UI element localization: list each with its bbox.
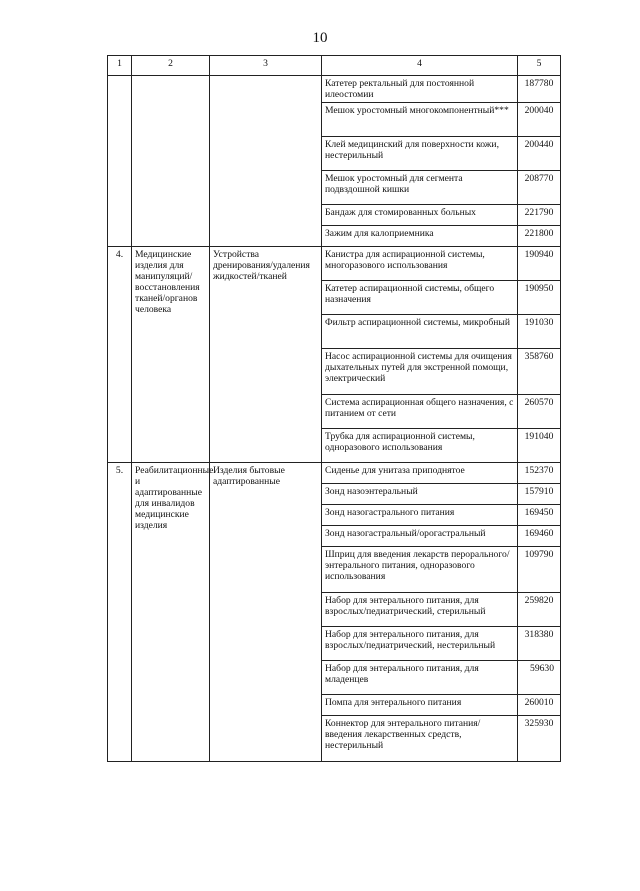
device-code: 318380 [518,627,561,661]
device-code: 358760 [518,349,561,395]
device-code: 200040 [518,103,561,137]
device-code: 191030 [518,315,561,349]
table-row [108,463,561,484]
device-code: 169460 [518,526,561,547]
device-name: Катетер ректальный для постоянной илеостомии [322,76,518,103]
device-code: 191040 [518,429,561,463]
device-code: 190940 [518,247,561,281]
device-name: Мешок уростомный для сегмента подвздошной кишки [322,171,518,205]
group-subcategory [210,76,322,247]
header-col-1: 1 [108,56,132,76]
group-category: Медицинские изделия для манипуляций/восстановления тканей/органов человека [132,247,210,463]
table-body [108,76,561,762]
device-code: 152370 [518,463,561,484]
device-name: Клей медицинский для поверхности кожи, нестерильный [322,137,518,171]
device-code: 169450 [518,505,561,526]
group-category: Реабилитационные и адаптированные для инвалидов медицинские изделия [132,463,210,762]
device-name: Шприц для введения лекарств перорального/энтерального питания, одноразового использования [322,547,518,593]
device-name: Набор для энтерального питания, для младенцев [322,661,518,695]
header-col-5: 5 [518,56,561,76]
device-name: Зонд назогастрального питания [322,505,518,526]
group-category [132,76,210,247]
device-name: Сиденье для унитаза приподнятое [322,463,518,484]
header-col-2: 2 [132,56,210,76]
device-code: 208770 [518,171,561,205]
device-code: 109790 [518,547,561,593]
group-number: 5. [108,463,132,762]
group-number: 4. [108,247,132,463]
table-row [108,247,561,281]
device-name: Зонд назогастральный/орогастральный [322,526,518,547]
device-name: Катетер аспирационной системы, общего назначения [322,281,518,315]
group-number [108,76,132,247]
device-code: 260570 [518,395,561,429]
medical-devices-table [107,55,561,762]
device-code: 190950 [518,281,561,315]
header-col-4: 4 [322,56,518,76]
device-name: Фильтр аспирационной системы, микробный [322,315,518,349]
device-code: 187780 [518,76,561,103]
device-code: 260010 [518,695,561,716]
device-code: 200440 [518,137,561,171]
device-name: Зонд назоэнтеральный [322,484,518,505]
device-name: Набор для энтерального питания, для взрослых/педиатрический, нестерильный [322,627,518,661]
device-code: 157910 [518,484,561,505]
group-subcategory: Устройства дренирования/удаления жидкостей/тканей [210,247,322,463]
header-col-3: 3 [210,56,322,76]
device-code: 325930 [518,716,561,762]
table-row [108,76,561,103]
page-number: 10 [312,30,328,46]
device-name: Насос аспирационной системы для очищения дыхательных путей для экстренной помощи, электрический [322,349,518,395]
device-name: Канистра для аспирационной системы, многоразового использования [322,247,518,281]
device-name: Зажим для калоприемника [322,226,518,247]
device-name: Бандаж для стомированных больных [322,205,518,226]
device-name: Коннектор для энтерального питания/введения лекарственных средств, нестерильный [322,716,518,762]
table-header-row [108,56,561,76]
device-code: 221800 [518,226,561,247]
device-name: Трубка для аспирационной системы, одноразового использования [322,429,518,463]
device-name: Набор для энтерального питания, для взрослых/педиатрический, стерильный [322,593,518,627]
group-subcategory: Изделия бытовые адаптированные [210,463,322,762]
device-name: Мешок уростомный многокомпонентный*** [322,103,518,137]
device-name: Помпа для энтерального питания [322,695,518,716]
device-code: 259820 [518,593,561,627]
device-name: Система аспирационная общего назначения, с питанием от сети [322,395,518,429]
device-code: 221790 [518,205,561,226]
device-code: 59630 [518,661,561,695]
